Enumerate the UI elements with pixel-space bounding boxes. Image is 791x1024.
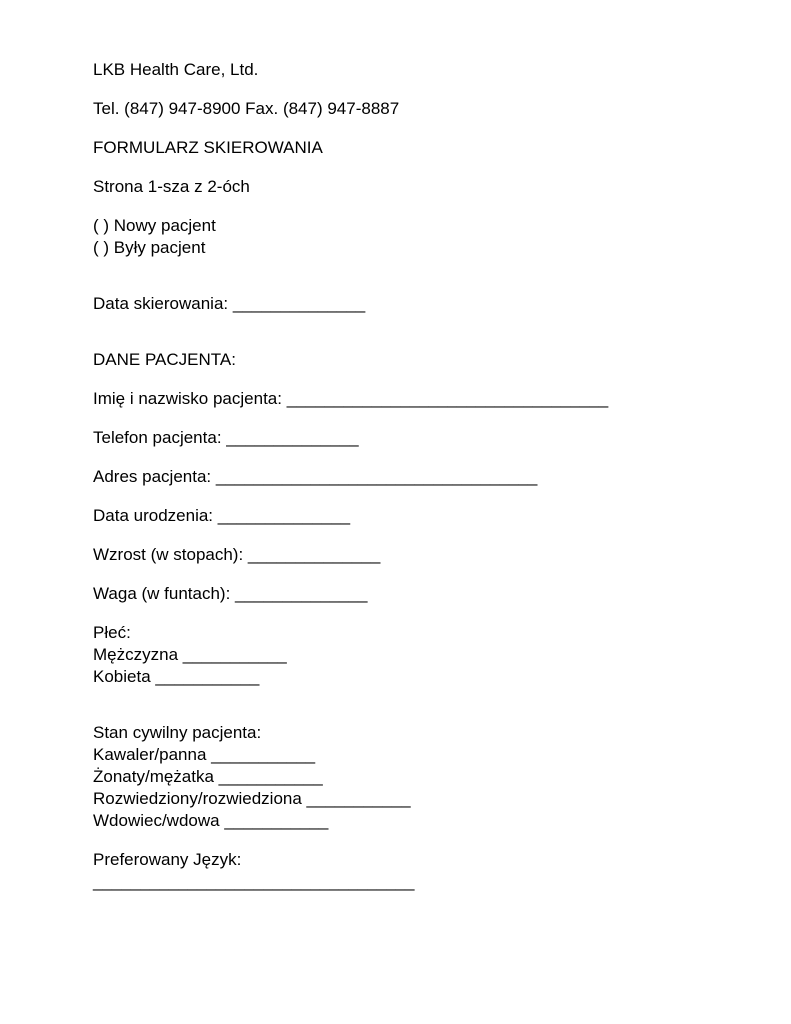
- form-title: FORMULARZ SKIEROWANIA: [93, 138, 323, 157]
- patient-phone-field: Telefon pacjenta: ______________: [93, 428, 359, 447]
- marital-single-field: Kawaler/panna ___________: [93, 745, 316, 764]
- sex-label: Płeć:: [93, 623, 131, 642]
- referral-form-page: [93, 59, 773, 893]
- height-field: Wzrost (w stopach): ______________: [93, 545, 381, 564]
- patient-address-field: Adres pacjenta: __________________________________: [93, 467, 538, 486]
- contact-info: Tel. (847) 947-8900 Fax. (847) 947-8887: [93, 99, 400, 118]
- weight-field: Waga (w funtach): ______________: [93, 584, 368, 603]
- marital-divorced-field: Rozwiedziony/rozwiedziona ___________: [93, 789, 411, 808]
- marital-status-label: Stan cywilny pacjenta:: [93, 723, 262, 742]
- new-patient-option: ( ) Nowy pacjent: [93, 216, 216, 235]
- former-patient-option: ( ) Były pacjent: [93, 238, 206, 257]
- birth-date-field: Data urodzenia: ______________: [93, 506, 351, 525]
- language-label: Preferowany Język:: [93, 850, 242, 869]
- page-indicator: Strona 1-sza z 2-óch: [93, 177, 250, 196]
- patient-name-field: Imię i nazwisko pacjenta: __________________________________: [93, 389, 609, 408]
- sex-female-field: Kobieta ___________: [93, 667, 260, 686]
- language-blank-field: __________________________________: [93, 872, 415, 891]
- referral-date-field: Data skierowania: ______________: [93, 294, 366, 313]
- marital-widowed-field: Wdowiec/wdowa ___________: [93, 811, 329, 830]
- company-name: LKB Health Care, Ltd.: [93, 60, 259, 79]
- marital-married-field: Żonaty/mężatka ___________: [93, 767, 323, 786]
- sex-male-field: Mężczyzna ___________: [93, 645, 287, 664]
- patient-section-heading: DANE PACJENTA:: [93, 350, 236, 369]
